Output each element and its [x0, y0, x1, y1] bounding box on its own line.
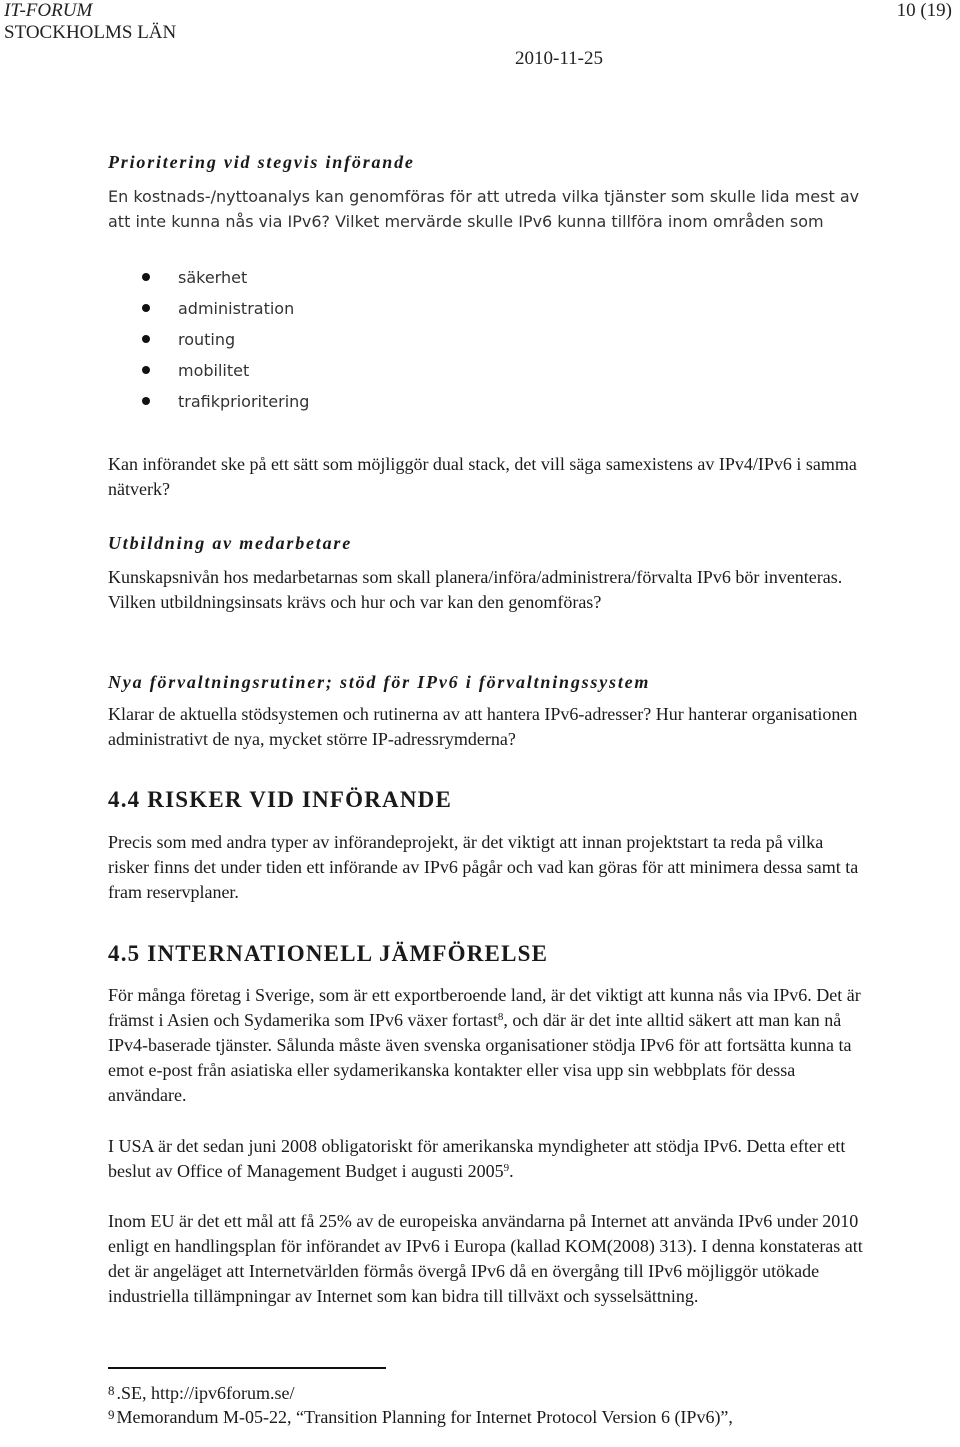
list-item	[108, 358, 309, 389]
heading-risker: 4.4 RISKER VID INFÖRANDE	[108, 787, 453, 812]
risker-paragraph: Precis som med andra typer av införandeprojekt, är det viktigt att innan projektstart ta reda på vilka risker finns det under tiden ett införande av IPv6 pågår och vad kan göras för att minimera dessa samt ta fram reservplaner.	[108, 832, 859, 902]
bullet-icon	[142, 304, 150, 312]
footnote-9	[108, 1403, 868, 1429]
jamforelse-p1-end: , och där är det inte alltid säkert att man kan nå IPv4-baserade tjänster. Sålunda måste även svenska organisationer stödja IPv6 för att fortsätta kunna ta emot e-post från asiatiska eller sydamerikanska kontakter eller visa upp sin webbplats för dessa användare.	[108, 1010, 852, 1105]
list-item-label: mobilitet	[178, 361, 250, 380]
heading-rutiner: Nya förvaltningsrutiner; stöd för IPv6 i förvaltningssystem	[108, 672, 651, 692]
bullet-icon	[142, 366, 150, 374]
jamforelse-p2-end: .	[509, 1161, 514, 1181]
prioritering-question	[108, 452, 868, 502]
prioritering-list	[108, 265, 309, 420]
list-item-label: administration	[178, 299, 295, 318]
footnote-divider	[108, 1367, 386, 1369]
prioritering-question-text: Kan införandet ske på ett sätt som möjliggör dual stack, det vill säga samexistens av IPv4/IPv6 i samma nätverk?	[108, 454, 857, 499]
prioritering-intro-text: En kostnads-/nyttoanalys kan genomföras för att utreda vilka tjänster som skulle lida mest av att inte kunna nås via IPv6? Vilket mervärde skulle IPv6 kunna tillföra inom områden som	[108, 187, 860, 231]
list-item-label: routing	[178, 330, 236, 349]
bullet-icon	[142, 335, 150, 343]
utbildning-paragraph: Kunskapsnivån hos medarbetarnas som skall planera/införa/administrera/förvalta IPv6 bör inventeras. Vilken utbildningsinsats krävs och hur och var kan den genomföras?	[108, 567, 843, 612]
utbildning-text	[108, 565, 868, 615]
footnote-8	[108, 1379, 868, 1405]
jamforelse-paragraph-1	[108, 983, 868, 1108]
header-org-line2: STOCKHOLMS LÄN	[4, 22, 177, 43]
prioritering-intro	[108, 184, 868, 234]
jamforelse-p1-start: För många företag i Sverige, som är ett exportberoende land, är det viktigt att kunna nås via IPv6. Det är främst i Asien och Sydamerika som IPv6 växer fortast	[108, 985, 861, 1030]
footnote-number: 8	[108, 1383, 115, 1398]
list-item	[108, 389, 309, 420]
footnote-ref-9: 9	[503, 1162, 510, 1174]
jamforelse-paragraph-3	[108, 1209, 868, 1309]
jamforelse-paragraph-2	[108, 1134, 868, 1184]
jamforelse-p2-start: I USA är det sedan juni 2008 obligatoriskt för amerikanska myndigheter att stödja IPv6. Detta efter ett beslut av Office of Management Budget i augusti 2005	[108, 1136, 846, 1181]
list-item	[108, 327, 309, 358]
heading-utbildning: Utbildning av medarbetare	[108, 533, 352, 553]
footnote-text: Memorandum M-05-22, “Transition Planning for Internet Protocol Version 6 (IPv6)”,	[116, 1407, 733, 1427]
footnote-ref-8: 8	[497, 1011, 504, 1023]
footnote-text: .SE, http://ipv6forum.se/	[116, 1383, 295, 1403]
header-date: 2010-11-25	[515, 48, 603, 69]
list-item	[108, 265, 309, 296]
heading-prioritering: Prioritering vid stegvis införande	[108, 152, 415, 172]
jamforelse-p3-text: Inom EU är det ett mål att få 25% av de europeiska användarna på Internet att använda IPv6 under 2010 enligt en handlingsplan för införandet av IPv6 i Europa (kallad KOM(2008) 313). I denna konstateras att det är angeläget att Internetvärlden förmås övergå IPv6 då en övergång till IPv6 möjliggör utökade industriella tillämpningar av Internet som kan bidra till tillväxt och sysselsättning.	[108, 1211, 863, 1306]
risker-text	[108, 830, 868, 905]
bullet-icon	[142, 397, 150, 405]
rutiner-text	[108, 702, 868, 752]
page-number: 10 (19)	[896, 0, 952, 21]
rutiner-paragraph: Klarar de aktuella stödsystemen och rutinerna av att hantera IPv6-adresser? Hur hanterar organisationen administrativt de nya, mycket större IP-adressrymderna?	[108, 704, 858, 749]
list-item-label: trafikprioritering	[178, 392, 310, 411]
list-item-label: säkerhet	[178, 268, 248, 287]
footnote-number: 9	[108, 1407, 115, 1422]
header-org-line1: IT-FORUM	[4, 0, 93, 21]
heading-jamforelse: 4.5 INTERNATIONELL JÄMFÖRELSE	[108, 941, 549, 966]
list-item	[108, 296, 309, 327]
bullet-icon	[142, 273, 150, 281]
